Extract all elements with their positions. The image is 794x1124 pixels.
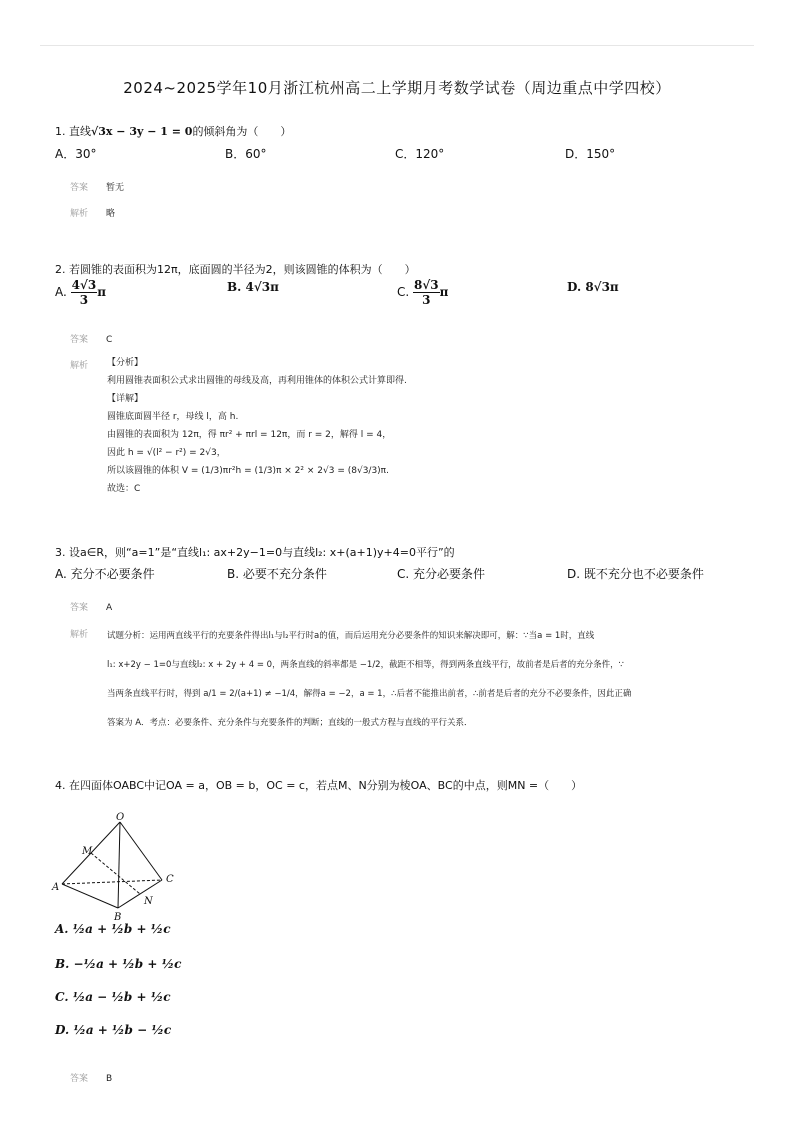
edge-ab bbox=[62, 884, 118, 908]
label-b: B bbox=[114, 912, 122, 923]
option-b[interactable]: B. 必要不充分条件 bbox=[227, 567, 327, 581]
analysis-label: 解析 bbox=[70, 630, 89, 640]
option-letter: C. bbox=[397, 285, 410, 299]
analysis-line: 圆锥底面圆半径 r，母线 l，高 h. bbox=[107, 412, 239, 422]
answer-value: A bbox=[106, 603, 113, 613]
question-4 bbox=[55, 777, 582, 793]
answer-value: C bbox=[106, 335, 113, 345]
analysis-body bbox=[107, 354, 707, 498]
question-stem: 若圆锥的表面积为12π，底面圆的半径为2，则该圆锥的体积为（ ） bbox=[69, 263, 416, 276]
question-2 bbox=[55, 261, 416, 277]
analysis-row bbox=[70, 206, 115, 219]
option-d[interactable]: D. 8√3π bbox=[567, 280, 619, 294]
option-c[interactable]: C．120° bbox=[395, 147, 445, 161]
fraction: $\frac{4√3}{3}$ bbox=[71, 278, 97, 307]
top-divider bbox=[40, 45, 754, 46]
option-b[interactable]: B．60° bbox=[225, 147, 267, 161]
option-c[interactable]: C. ½a − ½b + ½c bbox=[55, 990, 171, 1004]
question-3-options bbox=[55, 565, 755, 581]
answer-row bbox=[70, 1071, 112, 1084]
label-a: A bbox=[52, 882, 60, 893]
answer-label: 答案 bbox=[70, 1074, 89, 1084]
label-m: M bbox=[82, 846, 93, 857]
pi-symbol: π bbox=[439, 285, 449, 299]
answer-row bbox=[70, 600, 112, 613]
analysis-line: 【分析】 bbox=[107, 358, 144, 368]
analysis-line: 因此 h = √(l² − r²) = 2√3， bbox=[107, 448, 226, 458]
question-stem: 设a∈R，则“a=1”是“直线l₁: ax+2y−1=0与直线l₂: x+(a+1)y+4=0平行”的 bbox=[69, 546, 455, 559]
analysis-line: 【详解】 bbox=[107, 394, 144, 404]
edge-ac-hidden bbox=[62, 880, 162, 884]
option-b[interactable]: B. 4√3π bbox=[227, 280, 279, 294]
label-n: N bbox=[144, 896, 153, 907]
answer-value: B bbox=[106, 1074, 113, 1084]
analysis-text: 略 bbox=[106, 209, 116, 219]
option-c[interactable] bbox=[397, 278, 448, 307]
option-b[interactable]: B. −½a + ½b + ½c bbox=[55, 957, 182, 971]
pi-symbol: π bbox=[97, 285, 107, 299]
answer-label: 答案 bbox=[70, 603, 89, 613]
analysis-line: 利用圆锥表面积公式求出圆锥的母线及高，再利用锥体的体积公式计算即得. bbox=[107, 376, 407, 386]
answer-label: 答案 bbox=[70, 335, 89, 345]
option-d[interactable]: D．150° bbox=[565, 147, 616, 161]
segment-mn bbox=[91, 853, 140, 894]
option-letter: A. bbox=[55, 285, 67, 299]
analysis-label-row bbox=[70, 627, 106, 640]
question-number: 1. bbox=[55, 125, 66, 138]
question-2-options bbox=[55, 278, 755, 318]
tetrahedron-figure bbox=[50, 808, 190, 923]
question-3 bbox=[55, 544, 455, 560]
analysis-line: 故选：C bbox=[107, 484, 141, 494]
analysis-line: 由圆锥的表面积为 12π，得 πr² + πrl = 12π，而 r = 2，解得 l = 4， bbox=[107, 430, 392, 440]
question-stem-post: 的倾斜角为（ ） bbox=[192, 125, 292, 138]
question-stem: 在四面体OABC中记OA = a，OB = b，OC = c，若点M、N分别为棱OA、BC的中点，则MN =（ ） bbox=[69, 779, 583, 792]
option-a[interactable]: A. 充分不必要条件 bbox=[55, 567, 155, 581]
label-c: C bbox=[166, 874, 174, 885]
edge-ob bbox=[118, 822, 120, 908]
answer-label: 答案 bbox=[70, 183, 89, 193]
answer-row bbox=[70, 180, 124, 193]
question-4-options bbox=[55, 922, 755, 1052]
analysis-label: 解析 bbox=[70, 361, 89, 371]
option-a[interactable]: A. ½a + ½b + ½c bbox=[55, 922, 171, 936]
answer-value: 暂无 bbox=[106, 183, 125, 193]
question-number: 2. bbox=[55, 263, 66, 276]
analysis-body bbox=[107, 622, 727, 738]
fraction: $\frac{8√3}{3}$ bbox=[414, 278, 439, 307]
question-1 bbox=[55, 123, 291, 139]
label-o: O bbox=[116, 812, 125, 823]
page-title: 2024~2025学年10月浙江杭州高二上学期月考数学试卷（周边重点中学四校） bbox=[123, 79, 671, 97]
option-d[interactable]: D. ½a + ½b − ½c bbox=[55, 1023, 172, 1037]
option-d[interactable]: D. 既不充分也不必要条件 bbox=[567, 567, 704, 581]
question-number: 3. bbox=[55, 546, 66, 559]
analysis-line: 答案为 A．考点：必要条件、充分条件与充要条件的判断；直线的一般式方程与直线的平行关系． bbox=[107, 718, 473, 728]
option-c[interactable]: C. 充分必要条件 bbox=[397, 567, 486, 581]
edge-oc bbox=[120, 822, 162, 880]
analysis-line: 当两条直线平行时，得到 a/1 = 2/(a+1) ≠ −1/4，解得a = −2，a = 1，∴后者不能推出前者，∴前者是后者的充分不必要条件，因此正确 bbox=[107, 689, 632, 699]
analysis-label: 解析 bbox=[70, 209, 89, 219]
answer-row bbox=[70, 332, 112, 345]
analysis-label-row bbox=[70, 358, 106, 371]
question-1-options bbox=[55, 145, 755, 161]
question-number: 4. bbox=[55, 779, 66, 792]
edge-bc bbox=[118, 880, 162, 908]
question-stem-pre: 直线 bbox=[69, 125, 91, 138]
option-a[interactable] bbox=[55, 278, 106, 307]
analysis-line: l₁: x+2y − 1=0与直线l₂: x + 2y + 4 = 0，两条直线的斜率都是 −1/2，截距不相等，得到两条直线平行，故前者是后者的充分条件，∵ bbox=[107, 660, 625, 670]
analysis-line: 所以该圆锥的体积 V = (1/3)πr²h = (1/3)π × 2² × 2√3 = (8√3/3)π. bbox=[107, 466, 389, 476]
analysis-line: 试题分析：运用两直线平行的充要条件得出l₁与l₂平行时a的值，而后运用充分必要条件的知识来解决即可，解：∵当a = 1时，直线 bbox=[107, 631, 595, 641]
option-a[interactable]: A．30° bbox=[55, 147, 97, 161]
question-stem-math: √3x − 3y − 1 = 0 bbox=[91, 125, 193, 138]
